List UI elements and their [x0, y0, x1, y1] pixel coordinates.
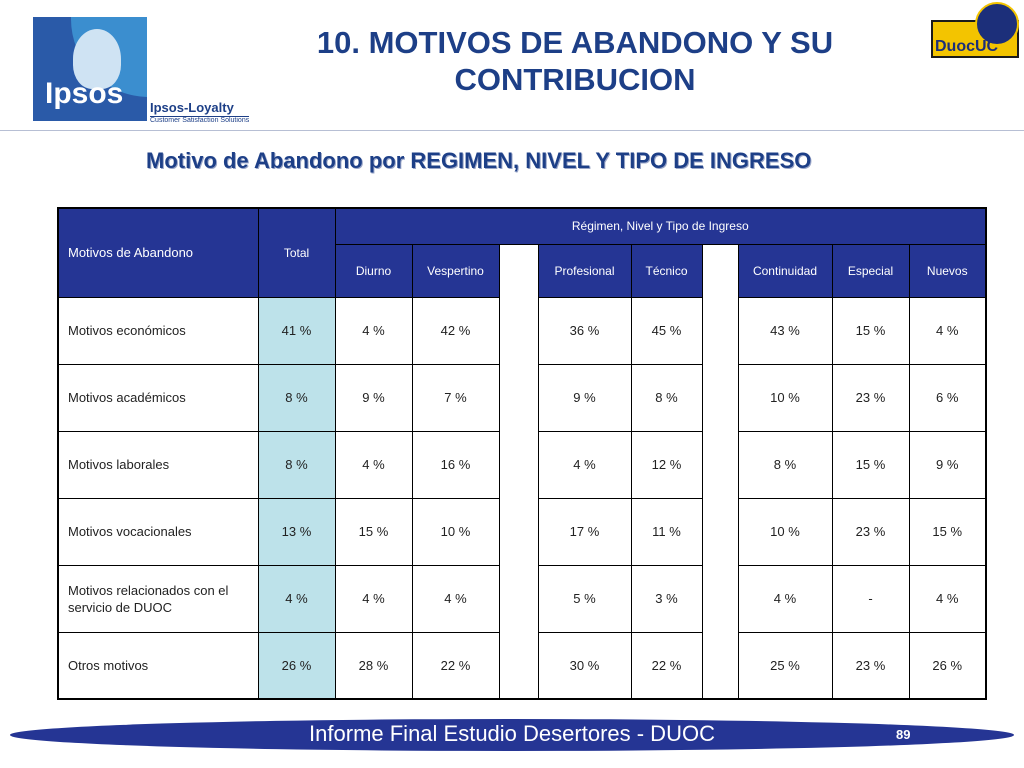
ipsos-loyalty-logo [150, 100, 249, 124]
row-label: Motivos relacionados con el servicio de DUOC [58, 565, 258, 632]
duoc-logo-text: DuocUC [935, 38, 999, 55]
page-title [250, 24, 900, 98]
value-cell: 15 % [832, 297, 909, 364]
ipsos-logo-text: Ipsos [45, 77, 124, 110]
value-cell: 25 % [738, 632, 832, 699]
value-cell: 43 % [738, 297, 832, 364]
column-gap [499, 498, 538, 565]
column-gap [702, 297, 738, 364]
column-gap [702, 498, 738, 565]
value-cell: 22 % [412, 632, 499, 699]
header-diurno: Diurno [335, 244, 412, 297]
value-cell: 7 % [412, 364, 499, 431]
value-cell: 8 % [738, 431, 832, 498]
column-gap [702, 632, 738, 699]
value-cell: 28 % [335, 632, 412, 699]
page-number: 89 [896, 727, 911, 742]
total-cell: 8 % [258, 431, 335, 498]
row-label: Otros motivos [58, 632, 258, 699]
value-cell: 4 % [335, 297, 412, 364]
column-gap [499, 244, 538, 297]
value-cell: 22 % [631, 632, 702, 699]
row-label: Motivos vocacionales [58, 498, 258, 565]
value-cell: 10 % [738, 364, 832, 431]
table-row [58, 431, 986, 498]
duoc-logo [931, 2, 1023, 58]
value-cell: 45 % [631, 297, 702, 364]
dropout-reasons-table [57, 207, 987, 700]
row-label: Motivos económicos [58, 297, 258, 364]
value-cell: 10 % [738, 498, 832, 565]
header-vespertino: Vespertino [412, 244, 499, 297]
header-especial: Especial [832, 244, 909, 297]
column-gap [702, 431, 738, 498]
row-label: Motivos laborales [58, 431, 258, 498]
column-gap [702, 565, 738, 632]
header-reasons: Motivos de Abandono [58, 208, 258, 297]
header-group: Régimen, Nivel y Tipo de Ingreso [335, 208, 986, 244]
value-cell: 4 % [538, 431, 631, 498]
value-cell: 9 % [335, 364, 412, 431]
value-cell: 4 % [335, 565, 412, 632]
value-cell: 30 % [538, 632, 631, 699]
column-gap [499, 297, 538, 364]
total-cell: 13 % [258, 498, 335, 565]
value-cell: 23 % [832, 632, 909, 699]
title-divider [0, 130, 1024, 131]
value-cell: 4 % [412, 565, 499, 632]
header-nuevos: Nuevos [909, 244, 986, 297]
value-cell: 11 % [631, 498, 702, 565]
table-row [58, 632, 986, 699]
value-cell: 15 % [335, 498, 412, 565]
value-cell: 4 % [909, 297, 986, 364]
table-row [58, 297, 986, 364]
page-title-line2: CONTRIBUCION [454, 62, 696, 97]
table-row [58, 498, 986, 565]
column-gap [702, 244, 738, 297]
ipsos-loyalty-name: Ipsos-Loyalty [150, 100, 234, 115]
value-cell: 4 % [335, 431, 412, 498]
total-cell: 41 % [258, 297, 335, 364]
header-tecnico: Técnico [631, 244, 702, 297]
column-gap [702, 364, 738, 431]
value-cell: 5 % [538, 565, 631, 632]
value-cell: 15 % [832, 431, 909, 498]
ipsos-loyalty-tagline: Customer Satisfaction Solutions [150, 117, 250, 124]
ipsos-logo [33, 17, 147, 121]
value-cell: 16 % [412, 431, 499, 498]
header-profesional: Profesional [538, 244, 631, 297]
value-cell: 6 % [909, 364, 986, 431]
header-total: Total [258, 208, 335, 297]
column-gap [499, 632, 538, 699]
page-subtitle: Motivo de Abandono por REGIMEN, NIVEL Y TIPO DE INGRESO [146, 148, 812, 173]
table-row [58, 565, 986, 632]
column-gap [499, 565, 538, 632]
value-cell: 17 % [538, 498, 631, 565]
total-cell: 26 % [258, 632, 335, 699]
footer-text: Informe Final Estudio Desertores - DUOC [309, 721, 715, 746]
value-cell: 4 % [738, 565, 832, 632]
column-gap [499, 431, 538, 498]
table-row [58, 364, 986, 431]
value-cell: 42 % [412, 297, 499, 364]
page-title-line1: 10. MOTIVOS DE ABANDONO Y SU [316, 25, 834, 60]
value-cell: - [832, 565, 909, 632]
value-cell: 12 % [631, 431, 702, 498]
value-cell: 36 % [538, 297, 631, 364]
total-cell: 4 % [258, 565, 335, 632]
value-cell: 10 % [412, 498, 499, 565]
total-cell: 8 % [258, 364, 335, 431]
row-label: Motivos académicos [58, 364, 258, 431]
value-cell: 3 % [631, 565, 702, 632]
value-cell: 23 % [832, 498, 909, 565]
value-cell: 26 % [909, 632, 986, 699]
value-cell: 8 % [631, 364, 702, 431]
header-continuidad: Continuidad [738, 244, 832, 297]
value-cell: 9 % [909, 431, 986, 498]
value-cell: 9 % [538, 364, 631, 431]
value-cell: 15 % [909, 498, 986, 565]
value-cell: 23 % [832, 364, 909, 431]
value-cell: 4 % [909, 565, 986, 632]
column-gap [499, 364, 538, 431]
